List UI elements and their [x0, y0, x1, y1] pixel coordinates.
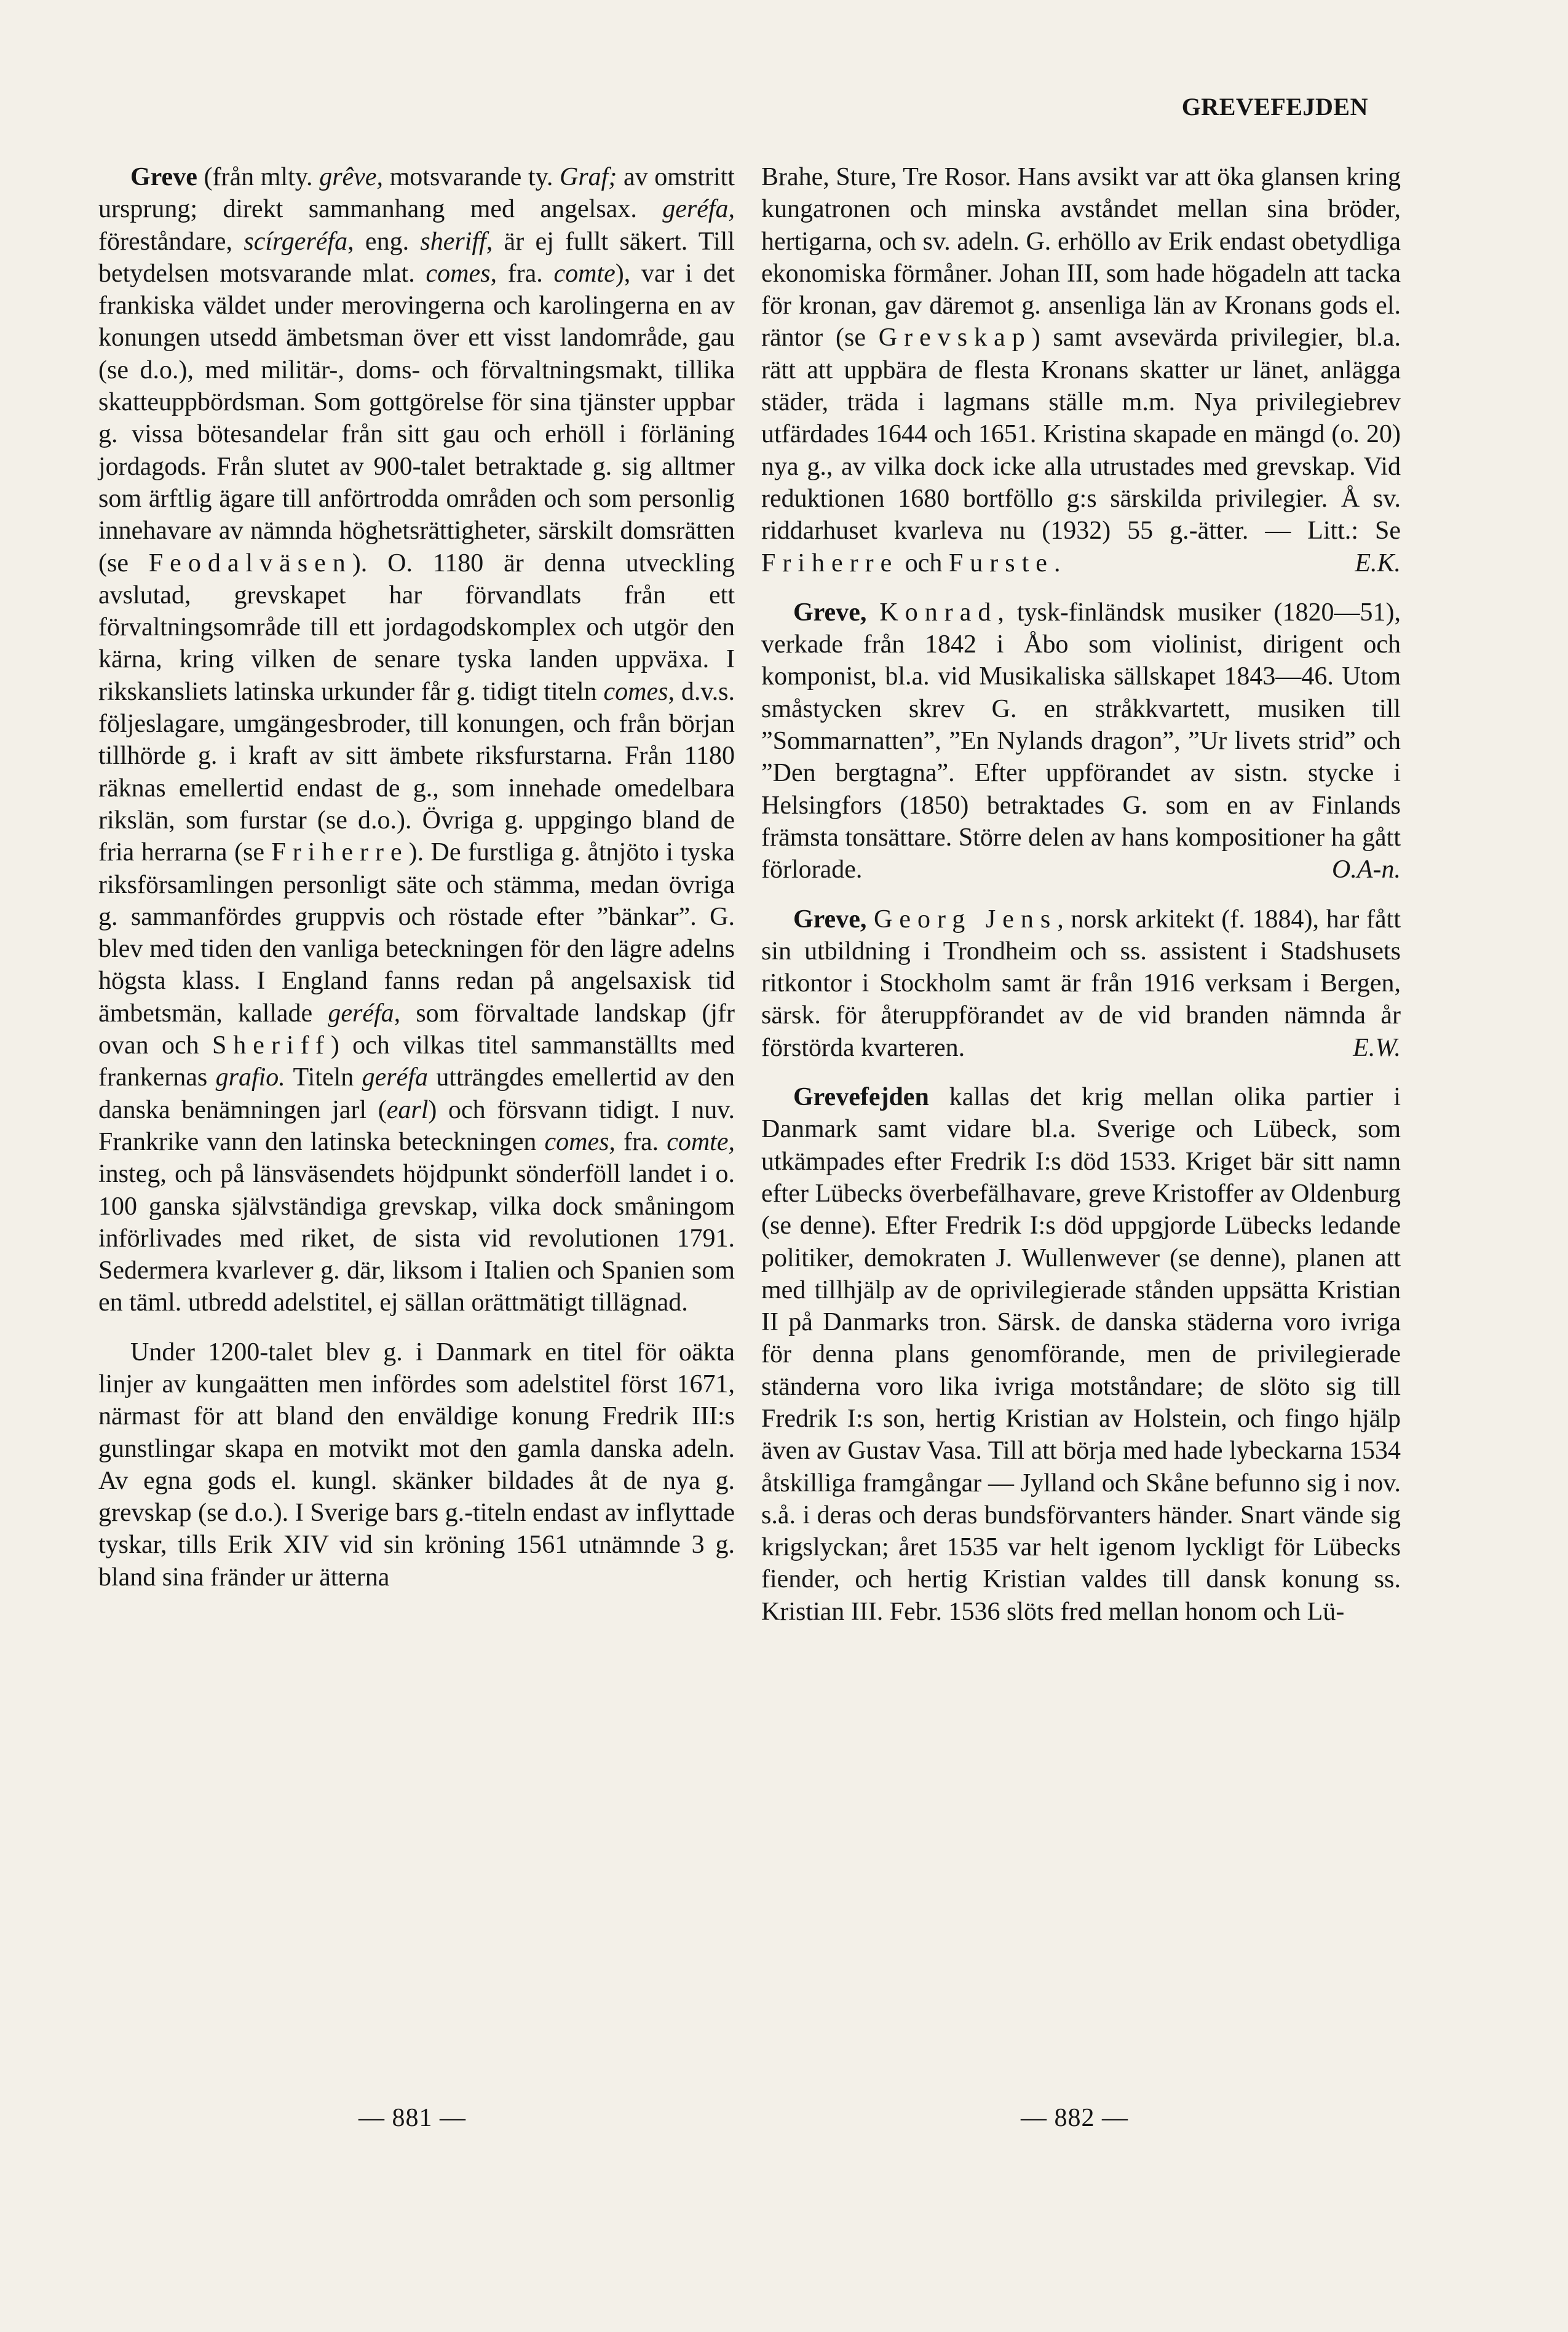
entry-greve: Greve (från mlty. grêve, motsvarande ty. Graf; av omstritt ursprung; direkt sammanhang med angelsax. geréfa, föreståndare, scírgeréfa, eng. sheriff, är ej fullt säkert. Till betydelsen motsvarande mlat. comes, fra. comte), var i det frankiska väldet under merovingerna och karolingerna en av konungen utsedd ämbetsman över ett visst landområde, gau (se d.o.), med militär-, doms- och förvaltningsmakt, tillika skatteuppbördsman. Som gottgörelse för sina tjänster uppbar g. vissa bötesandelar från sitt gau och erhöll i förläning jordagods. Från slutet av 900-talet betraktade g. sig alltmer som ärftlig ägare till anförtrodda områden och som personlig innehavare av nämnda höghetsrättigheter, särskilt domsrätten (se Feodalväsen). O. 1180 är denna utveckling avslutad, grevskapet har förvandlats från ett förvaltningsområde till ett jordagodskomplex och utgör den kärna, kring vilken de senare tyska landen uppväxa. I rikskansliets latinska urkunder får g. tidigt titeln comes, d.v.s. följeslagare, umgängesbroder, till konungen, och från början tillhörde g. i kraft av sitt ämbete riksfurstarna. Från 1180 räknas emellertid endast de g., som innehade omedelbara rikslän, som furstar (se d.o.). Övriga g. uppgingo bland de fria herrarna (se Friherre). De furstliga g. åtnjöto i tyska riksförsamlingen personligt säte och stämma, medan övriga g. sammanfördes gruppvis och röstade efter ”bänkar”. G. blev med tiden den vanliga beteckningen för den lägre adelns högsta klass. I England fanns redan på angelsaxisk tid ämbetsmän, kallade geréfa, som förvaltade landskap (jfr ovan och Sheriff) och vilkas titel sammanställts med frankernas grafio. Titeln geréfa utträngdes emellertid av den danska benämningen jarl (earl) och försvann tidigt. I nuv. Frankrike vann den latinska beteckningen comes, fra. comte, insteg, och på länsväsendets höjdpunkt sönderföll landet i o. 100 ganska självständiga grevskap, vilka dock småningom införlivades med riket, de sista vid revolutionen 1791. Sedermera kvarlever g. där, liksom i Italien och Spanien som en täml. utbredd adelstitel, ej sällan orättmätigt tillägnad. — [98, 163, 735, 1317]
page-number-right: — 882 — — [1021, 2104, 1128, 2132]
person-name: Georg Jens — [874, 905, 1058, 934]
author-signature: E.K. — [1355, 549, 1401, 577]
cross-reference: Feodalväsen — [148, 549, 352, 577]
right-column — [761, 161, 1401, 1628]
headword: Grevefejden — [793, 1083, 929, 1112]
headword: Greve, — [793, 905, 867, 934]
cross-reference: Furste — [948, 549, 1054, 577]
author-signature: E.W. — [1353, 1033, 1401, 1062]
cross-reference: Friherre — [271, 838, 409, 867]
author-signature: O.A-n. — [1332, 855, 1401, 884]
cross-reference: Friherre — [761, 549, 899, 577]
headword: Greve — [130, 163, 197, 191]
entry-greve-georg-jens: Greve, Georg Jens, norsk arkitekt (f. 1884), har fått sin utbildning i Trondheim och ss. assistent i Stadshusets ritkontor i Stockholm samt är från 1916 verksam i Bergen, särsk. för återuppförandet av de vid branden nämnda år förstörda kvarteren. E.W. — [761, 903, 1401, 1064]
left-column — [98, 161, 735, 1593]
paragraph: Under 1200-talet blev g. i Danmark en titel för oäkta linjer av kungaätten men infördes som adelstitel först 1671, närmast för att bland den enväldige konung Fredrik III:s gunstlingar skapa en motvikt mot den gamla danska adeln. Av egna gods el. kungl. skänker bildades åt de nya g. grevskap (se d.o.). I Sverige bars g.-titeln endast av inflyttade tyskar, tills Erik XIV vid sin kröning 1561 utnämnde 3 g. bland sina fränder ur ätterna — [98, 1338, 735, 1592]
running-header: GREVEFEJDEN — [1181, 93, 1368, 121]
page-number-left: — 881 — — [358, 2104, 466, 2132]
paragraph-continued: Brahe, Sture, Tre Rosor. Hans avsikt var att öka glansen kring kungatronen och minska avståndet mellan sina bröder, hertigarna, och sv. adeln. G. erhöllo av Erik endast obetydliga ekonomiska förmåner. Johan III, som hade högadeln att tacka för kronan, gav däremot g. ansenliga län av Kronans gods el. räntor (se Grevskap) samt avsevärda privilegier, bl.a. rätt att uppbära de flesta Kronans skatter ur länet, anlägga städer, träda i lagmans ställe m.m. Nya privilegiebrev utfärdades 1644 och 1651. Kristina skapade en mängd (o. 20) nya g., av vilka dock icke alla utrustades med grevskap. Vid reduktionen 1680 bortföllo g:s särskilda privilegier. Å sv. riddarhuset kvarleva nu (1932) 55 g.-ätter. — Litt.: Se Friherre och Furste. E.K. — [761, 161, 1401, 579]
entry-grevefejden: Grevefejden kallas det krig mellan olika partier i Danmark samt vidare bl.a. Sverige och Lübeck, som utkämpades efter Fredrik I:s död 1533. Kriget bär sitt namn efter Lübecks överbefälhavare, greve Kristoffer av Oldenburg (se denne). Efter Fredrik I:s död uppgjorde Lübecks ledande politiker, demokraten J. Wullenwever (se denne), planen att med tillhjälp av de oprivilegierade stånden uppsätta Kristian II på Danmarks tron. Särsk. de danska städerna voro ivriga för denna plans genomförande, men de privilegierade ständerna voro lika ivriga motståndare; de slöto sig till Fredrik I:s son, hertig Kristian av Holstein, och fingo hjälp även av Gustav Vasa. Till att börja med hade lybeckarna 1534 åtskilliga framgångar — Jylland och Skåne befunno sig i nov. s.å. i deras och deras bundsförvanters händer. Snart vände sig krigslyckan; året 1535 var helt igenom lyckligt för Lübecks fiender, och hertig Kristian valdes till dansk konung ss. Kristian III. Febr. 1536 slöts fred mellan honom och Lü- — [761, 1083, 1401, 1626]
headword: Greve, — [793, 598, 867, 627]
entry-greve-konrad: Greve, Konrad, tysk-finländsk musiker (1820—51), verkade från 1842 i Åbo som violinist, dirigent och komponist, bl.a. vid Musikaliska sällskapet 1843—46. Utom småstycken skrev G. en stråkkvartett, musiken till ”Sommarnatten”, ”En Nylands dragon”, ”Ur livets strid” och ”Den bergtagna”. Efter uppförandet av sistn. stycke i Helsingfors (1850) betraktades G. som en av Finlands främsta tonsättare. Större delen av hans kompositioner ha gått förlorade. O.A-n. — [761, 597, 1401, 886]
person-name: Konrad — [879, 598, 998, 627]
cross-reference: Sheriff — [212, 1031, 331, 1060]
cross-reference: Grevskap — [878, 323, 1032, 352]
